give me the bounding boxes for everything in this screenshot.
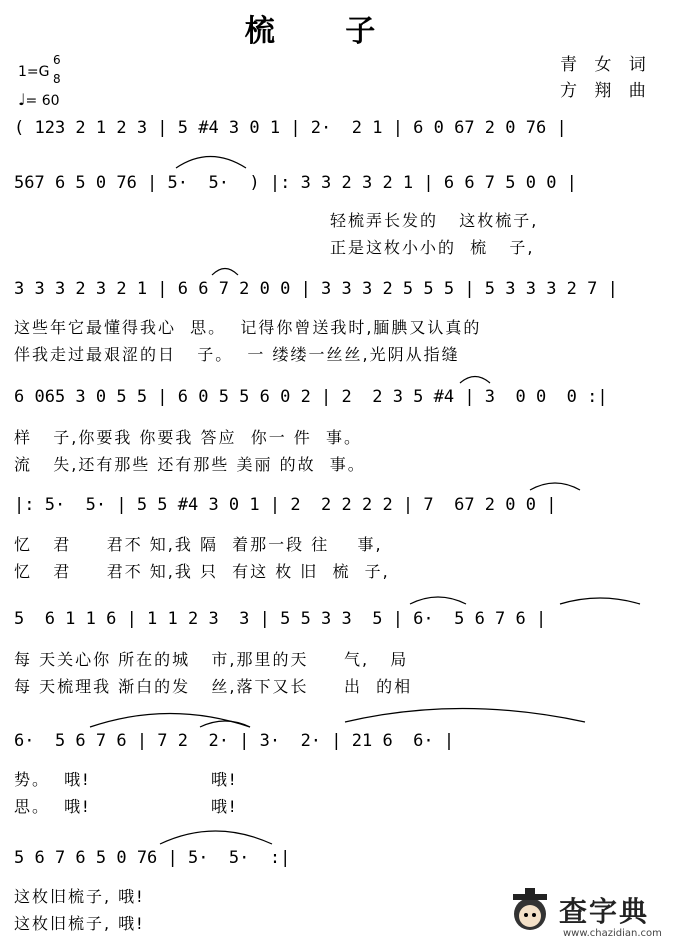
meter-bottom: 8 [53, 72, 61, 86]
notation-row-3: 3 3 3 2 3 2 1 | 6 6 7 2 0 0 | 3 3 3 2 5 5 5 | 5 3 3 3 2 7 | [14, 279, 618, 299]
slur-row-2 [176, 157, 246, 169]
key-label: 1=G [18, 64, 50, 80]
notation-row-7: 6· 5 6 7 6 | 7 2 2· | 3· 2· | 21 6 6· | [14, 731, 455, 751]
lyric-row-6-verse-1: 每 天关心你 所在的城 市,那里的天 气, 局 [14, 650, 409, 669]
lyric-row-5-verse-1: 忆 君 君不 知,我 隔 着那一段 往 事, [14, 535, 383, 554]
notation-row-2: 567 6 5 0 76 | 5· 5· ) |: 3 3 2 3 2 1 | 6 6 7 5 0 0 | [14, 173, 577, 193]
tempo-value: = 60 [25, 93, 60, 109]
lyric-row-4-verse-1: 样 子,你要我 你要我 答应 你一 件 事。 [14, 428, 362, 447]
slur-row-7a [90, 714, 250, 728]
notation-row-6: 5 6 1 1 6 | 1 1 2 3 3 | 5 5 3 3 5 | 6· 5 6 7 6 | [14, 609, 547, 629]
lyric-row-6-verse-2: 每 天梳理我 渐白的发 丝,落下又长 出 的相 [14, 677, 413, 696]
lyric-row-7-verse-1: 势。 哦! 哦! [14, 770, 238, 789]
slur-row-7c [345, 709, 585, 723]
slur-row-8 [160, 831, 272, 844]
lyric-row-7-verse-2: 思。 哦! 哦! [14, 797, 238, 816]
slur-row-5 [530, 483, 580, 490]
slur-row-7b [200, 721, 250, 727]
lyric-row-8-verse-2: 这枚旧梳子, 哦! [14, 914, 145, 933]
lyric-row-3-verse-2: 伴我走过最艰涩的日 子。 一 缕缕一丝丝,光阴从指缝 [14, 345, 460, 364]
site-logo [505, 884, 670, 944]
lyricist-credit: 青 女 词 [560, 55, 652, 75]
notation-row-1: ( 123 2 1 2 3 | 5 #4 3 0 1 | 2· 2 1 | 6 0 67 2 0 76 | [14, 118, 567, 138]
slur-row-3 [212, 269, 238, 276]
lyric-row-5-verse-2: 忆 君 君不 知,我 只 有这 枚 旧 梳 子, [14, 562, 390, 581]
lyric-row-2-verse-2: 正是这枚小小的 梳 子, [330, 238, 535, 257]
notation-row-5: |: 5· 5· | 5 5 #4 3 0 1 | 2 2 2 2 2 | 7 67 2 0 0 | [14, 495, 557, 515]
notation-row-4: 6 065 3 0 5 5 | 6 0 5 5 6 0 2 | 2 2 3 5 #4 | 3 0 0 0 :| [14, 387, 608, 407]
scholar-avatar-icon [505, 884, 555, 940]
lyric-row-2-verse-1: 轻梳弄长发的 这枚梳子, [330, 211, 539, 230]
quarter-note-icon: ♩ [18, 90, 26, 109]
brand-url: www.chazidian.com [563, 928, 662, 939]
lyric-row-8-verse-1: 这枚旧梳子, 哦! [14, 887, 145, 906]
slur-row-4 [460, 377, 490, 384]
lyric-row-4-verse-2: 流 失,还有那些 还有那些 美丽 的故 事。 [14, 455, 366, 474]
slur-row-6b [560, 598, 640, 604]
notation-row-8: 5 6 7 6 5 0 76 | 5· 5· :| [14, 848, 291, 868]
brand-name: 查字典 [559, 895, 650, 928]
lyric-row-3-verse-1: 这些年它最懂得我心 思。 记得你曾送我时,腼腆又认真的 [14, 318, 482, 337]
composer-credit: 方 翔 曲 [560, 81, 652, 101]
song-title: 梳 子 [244, 14, 406, 49]
slur-row-6a [410, 597, 466, 604]
meter-top: 6 [53, 53, 61, 67]
